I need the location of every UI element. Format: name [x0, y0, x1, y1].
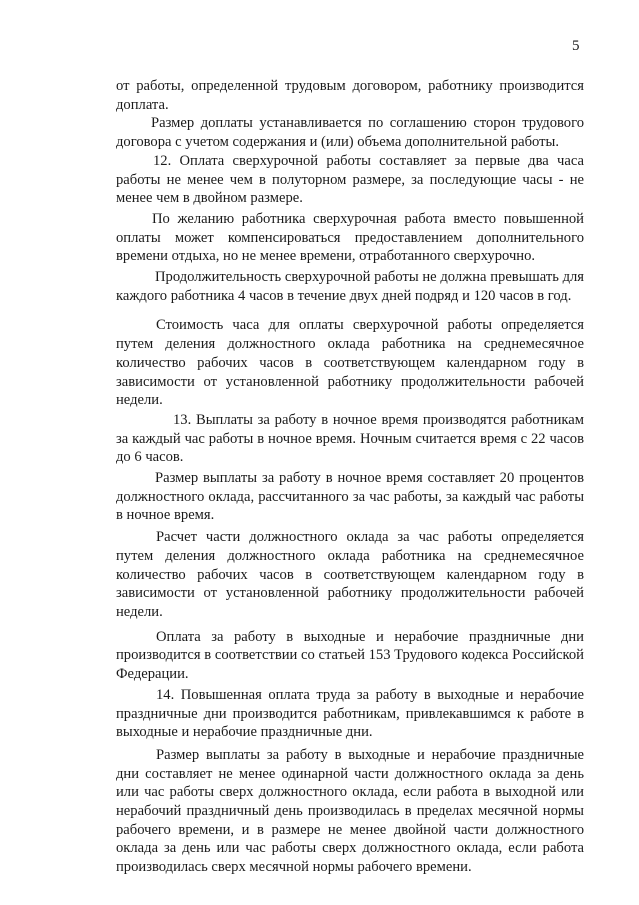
paragraph-hourly-salary-calculation: Расчет части должностного оклада за час работы определяется путем деления должностного оклада работника на среднемесячное количество рабочих часов в соответствующем календарном году в зависимости от установленной работнику продолжительности рабочей недели. — [116, 529, 584, 620]
document-body — [116, 77, 584, 877]
paragraph-weekend-pay-law: Оплата за работу в выходные и нерабочие праздничные дни производится в соответствии со статьей 153 Трудового кодекса Российской Федерации. — [116, 628, 584, 683]
paragraph-holiday-pay-amount: Размер выплаты за работу в выходные и нерабочие праздничные дни составляет не менее одинарной части должностного оклада за день или час работы сверх должностного оклада, если работа в выходной или нерабочий праздничный день производилась в пределах месячной нормы рабочего времени, и в размере не менее двойной части должностного оклада за день или час работы сверх должностного оклада, если работа производилась сверх месячной нормы рабочего времени. — [116, 746, 584, 876]
paragraph-extra-pay-amount: Размер доплаты устанавливается по соглашению сторон трудового договора с учетом содержания и (или) объема дополнительной работы. — [116, 115, 584, 151]
paragraph-payment-continuation: от работы, определенной трудовым договором, работнику производится доплата. — [116, 78, 584, 113]
paragraph-clause-12-overtime-pay: 12. Оплата сверхурочной работы составляет за первые два часа работы не менее чем в полуторном размере, за последующие часы - не менее чем в двойном размере. — [116, 152, 584, 207]
paragraph-overtime-hour-cost: Стоимость часа для оплаты сверхурочной работы определяется путем деления должностного оклада работника на среднемесячное количество рабочих часов в соответствующем календарном году в зависимости от установленной работнику продолжительности рабочей недели. — [116, 317, 584, 409]
page-number: 5 — [572, 38, 580, 54]
paragraph-night-pay-amount: Размер выплаты за работу в ночное время составляет 20 процентов должностного оклада, рассчитанного за час работы, за каждый час работы в ночное время. — [116, 470, 584, 524]
paragraph-clause-14-holiday-pay: 14. Повышенная оплата труда за работу в выходные и нерабочие праздничные дни производится работникам, привлекавшимся к работе в выходные и нерабочие праздничные дни. — [116, 686, 584, 741]
paragraph-overtime-compensation: По желанию работника сверхурочная работа вместо повышенной оплаты может компенсироваться предоставлением дополнительного времени отдыха, но не менее времени, отработанного сверхурочно. — [116, 210, 584, 265]
paragraph-overtime-duration: Продолжительность сверхурочной работы не должна превышать для каждого работника 4 часов в течение двух дней подряд и 120 часов в год. — [116, 269, 584, 304]
paragraph-clause-13-night-work: 13. Выплаты за работу в ночное время производятся работникам за каждый час работы в ночное время. Ночным считается время с 22 часов до 6 часов. — [116, 411, 584, 466]
